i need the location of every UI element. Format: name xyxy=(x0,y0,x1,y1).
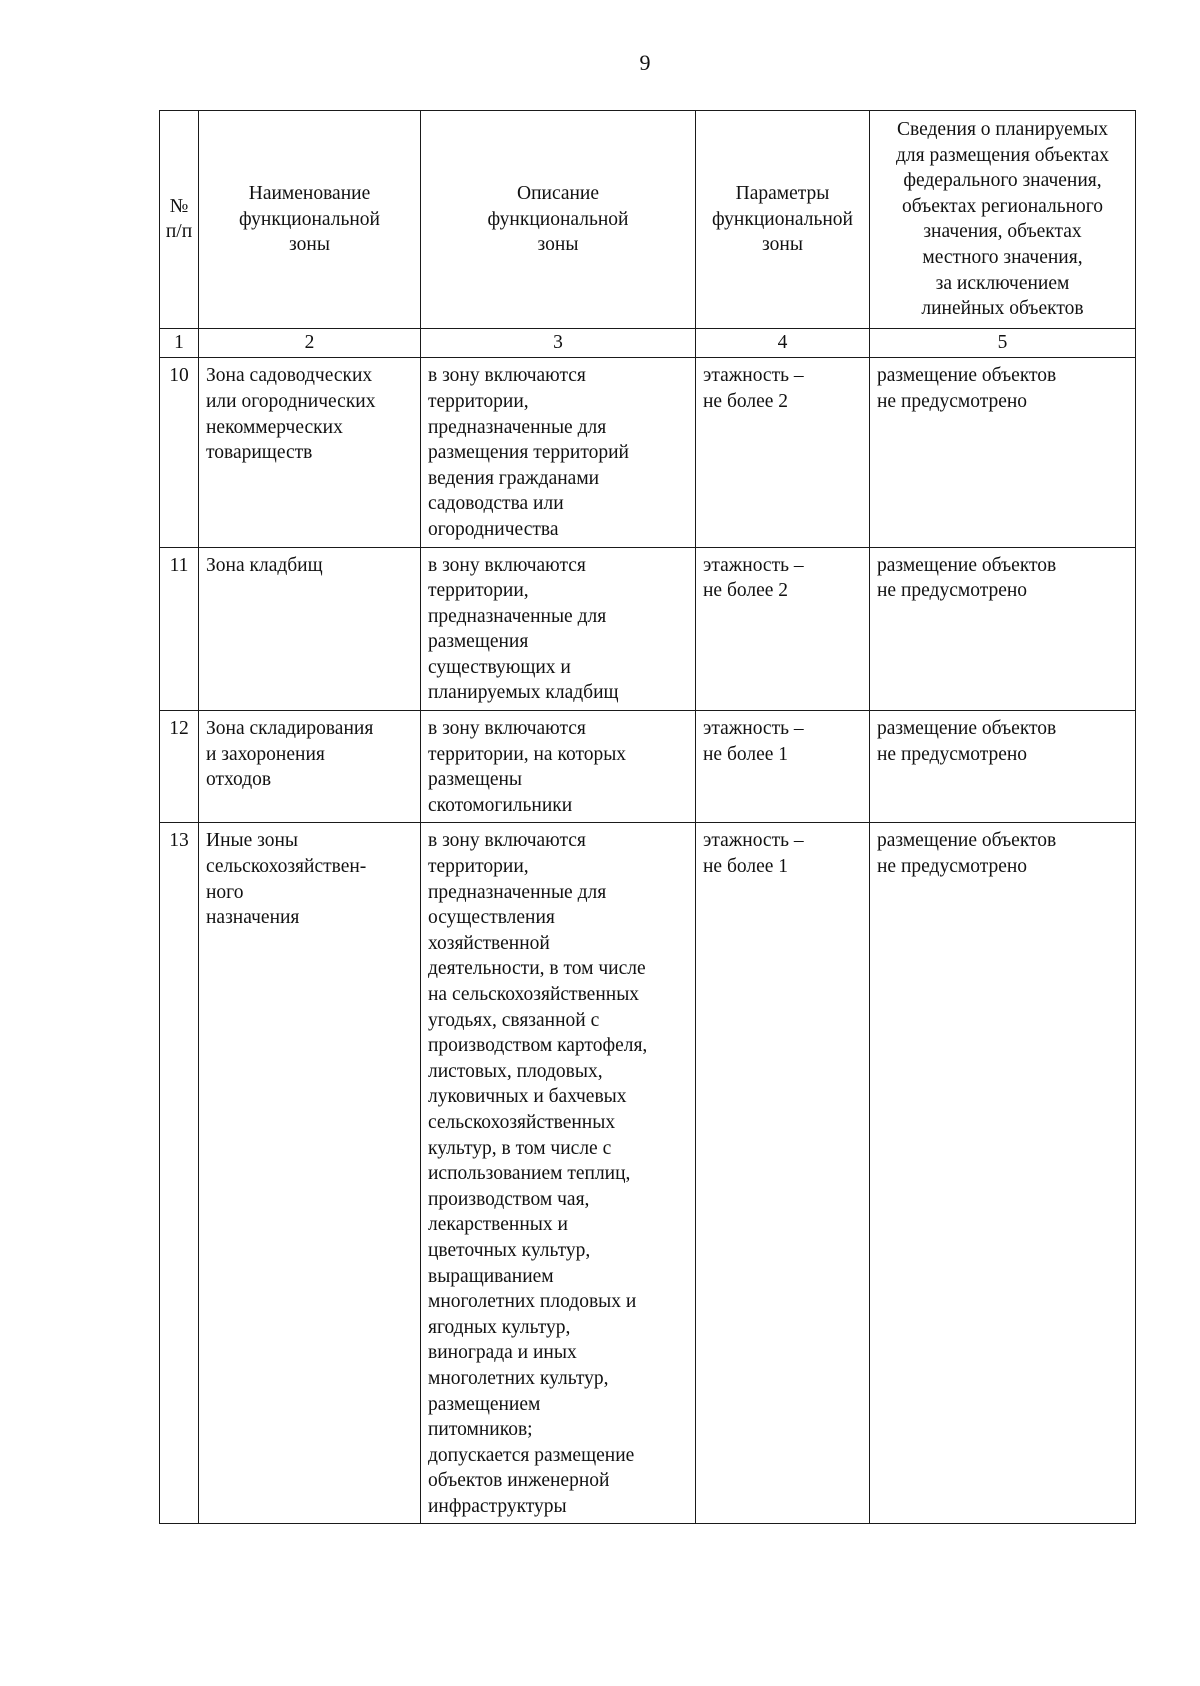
planned-objects-info: размещение объектов не предусмотрено xyxy=(870,358,1136,547)
zone-parameters: этажность – не более 1 xyxy=(696,823,870,1524)
zone-description: в зону включаются территории, предназначенные для осуществления хозяйственной деятельности, в том числе на сельскохозяйственных угодьях, связанной с производством картофеля, листовых, плодовых, луковичных и бахчевых сельскохозяйственных культур, в том числе с использованием теплиц, производством чая, лекарственных и цветочных культур, выращиванием многолетних плодовых и ягодных культур, винограда и иных многолетних культур, размещением питомников; допускается размещение объектов инженерной инфраструктуры xyxy=(421,823,696,1524)
table-header-row xyxy=(160,111,1136,329)
functional-zones-table xyxy=(159,110,1136,1524)
zone-parameters: этажность – не более 2 xyxy=(696,547,870,711)
zone-parameters: этажность – не более 2 xyxy=(696,358,870,547)
column-number: 1 xyxy=(160,328,199,358)
header-zone-description: Описание функциональной зоны xyxy=(421,111,696,329)
table-row xyxy=(160,358,1136,547)
zone-name: Зона садоводческих или огороднических некоммерческих товариществ xyxy=(199,358,421,547)
table-row xyxy=(160,823,1136,1524)
column-number-row xyxy=(160,328,1136,358)
row-number: 12 xyxy=(160,711,199,823)
planned-objects-info: размещение объектов не предусмотрено xyxy=(870,823,1136,1524)
planned-objects-info: размещение объектов не предусмотрено xyxy=(870,711,1136,823)
table-row xyxy=(160,711,1136,823)
zone-description: в зону включаются территории, предназначенные для размещения существующих и планируемых кладбищ xyxy=(421,547,696,711)
header-zone-name: Наименование функциональной зоны xyxy=(199,111,421,329)
header-zone-parameters: Параметры функциональной зоны xyxy=(696,111,870,329)
zone-description: в зону включаются территории, предназначенные для размещения территорий ведения гражданами садоводства или огородничества xyxy=(421,358,696,547)
header-number: № п/п xyxy=(160,111,199,329)
zone-description: в зону включаются территории, на которых размещены скотомогильники xyxy=(421,711,696,823)
column-number: 4 xyxy=(696,328,870,358)
zone-parameters: этажность – не более 1 xyxy=(696,711,870,823)
zone-name: Иные зоны сельскохозяйствен- ного назначения xyxy=(199,823,421,1524)
planned-objects-info: размещение объектов не предусмотрено xyxy=(870,547,1136,711)
row-number: 13 xyxy=(160,823,199,1524)
table-row xyxy=(160,547,1136,711)
row-number: 10 xyxy=(160,358,199,547)
column-number: 5 xyxy=(870,328,1136,358)
page-number: 9 xyxy=(639,50,651,75)
zone-name: Зона складирования и захоронения отходов xyxy=(199,711,421,823)
zone-name: Зона кладбищ xyxy=(199,547,421,711)
column-number: 3 xyxy=(421,328,696,358)
column-number: 2 xyxy=(199,328,421,358)
row-number: 11 xyxy=(160,547,199,711)
header-planned-objects-info: Сведения о планируемых для размещения объектах федерального значения, объектах регионального значения, объектах местного значения, за исключением линейных объектов xyxy=(870,111,1136,329)
